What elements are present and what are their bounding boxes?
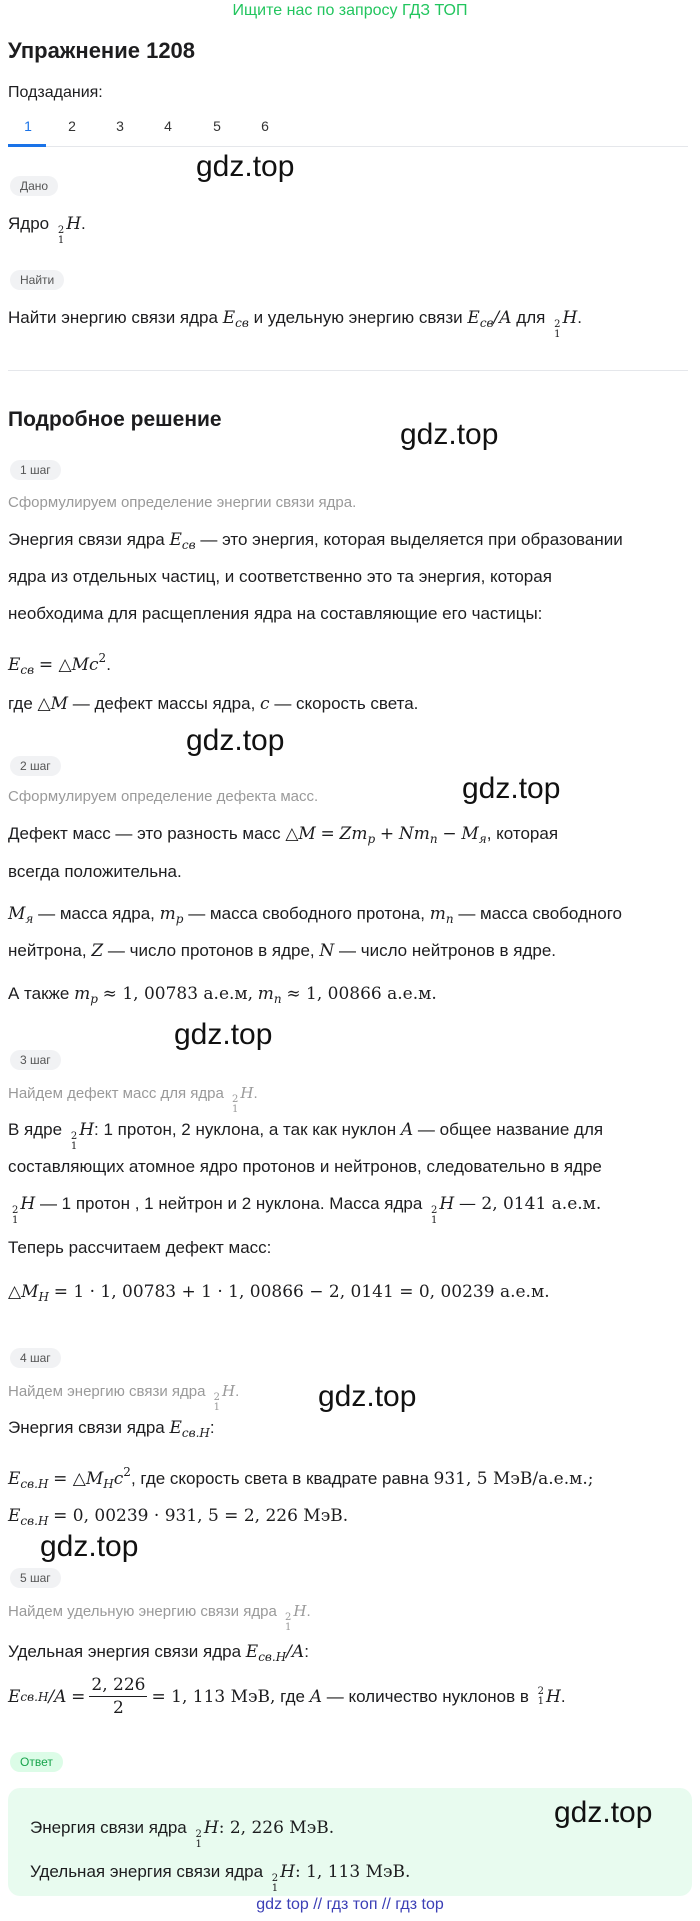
step-3-line-1: В ядре 2 1 H: 1 протон, 2 нуклона, а так как нуклон A — общее название для	[8, 1120, 604, 1152]
tab-5[interactable]: 5	[213, 118, 221, 134]
step-3-line-3: 2 1 H — 1 протон , 1 нейтрон и 2 нуклона. Масса ядра 2 1 H — 2, 0141 а.е.м.	[12, 1194, 602, 1226]
tabs-divider	[8, 146, 688, 147]
step-2-line-5: А также $m_p \approx 1$, 00783 а.е.м, $m_n \approx 1$, 00866 а.е.м.	[8, 984, 437, 1006]
step-4-badge: 4 шаг	[10, 1348, 61, 1368]
formula-mass-defect: $\triangle M_H = 1 \cdot 1$, 00783 + 1 · 1, 00866 − 2, 0141 = 0, 00239 а.е.м.	[8, 1282, 550, 1304]
step-3-line-4: Теперь рассчитаем дефект масс:	[8, 1238, 272, 1257]
tab-1[interactable]: 1	[24, 118, 32, 134]
watermark: gdz.top	[174, 1018, 273, 1051]
promo-banner[interactable]: Ищите нас по запросу ГДЗ ТОП	[232, 2, 468, 19]
step-1-line-1: Энергия связи ядра $E_{св}$ — это энергия, которая выделяется при образовании	[8, 530, 623, 552]
nuclide-index: 2 1	[57, 225, 65, 246]
step-2-line-3: $M_я$ — масса ядра, $m_p$ — масса свободного протона, $m_n$ — масса свободного	[8, 904, 623, 926]
footer-links[interactable]: gdz top // гдз топ // гдз top	[256, 1896, 444, 1913]
find-text: Найти энергию связи ядра $E_{св}$ и удельную энергию связи $E_{св}/A$ для 2 1 H.	[8, 308, 583, 340]
answer-badge: Ответ	[10, 1752, 63, 1772]
watermark: gdz.top	[40, 1530, 139, 1563]
step-4-line-3: $E_{св.H} = 0$, 00239 · 931, 5 = 2, 226 МэВ.	[8, 1506, 349, 1528]
step-2-hint: Сформулируем определение дефекта масс.	[8, 788, 319, 805]
given-badge: Дано	[10, 176, 58, 196]
step-2-badge: 2 шаг	[10, 756, 61, 776]
answer-line-2: Удельная энергия связи ядра 2 1 H: 1, 113 МэВ.	[30, 1862, 411, 1894]
page-title: Упражнение 1208	[8, 38, 196, 63]
fraction: $\frac{2, 226}{2}$	[91, 1675, 146, 1718]
step-2-line-2: всегда положительна.	[8, 862, 182, 881]
step-1-line-5: где △M — дефект массы ядра, c — скорость света.	[8, 694, 419, 714]
step-1-hint: Сформулируем определение энергии связи ядра.	[8, 494, 357, 511]
given-text: Ядро 2 1 H.	[8, 214, 86, 246]
step-2-line-1: Дефект масс — это разность масс △M = $Zm_p + Nm_n - M_я$, которая	[8, 824, 559, 846]
watermark: gdz.top	[318, 1380, 417, 1413]
step-1-line-3: необходима для расщепления ядра на составляющие его частицы:	[8, 604, 543, 623]
step-3-hint: Найдем дефект масс для ядра 2 1 H.	[8, 1084, 258, 1115]
answer-line-1: Энергия связи ядра 2 1 H: 2, 226 МэВ.	[30, 1818, 335, 1850]
step-2-line-4: нейтрона, Z — число протонов в ядре, N — число нейтронов в ядре.	[8, 941, 557, 961]
formula-binding-energy: $E_{св}$ = $\triangle Mc^2$.	[8, 651, 111, 677]
step-1-line-2: ядра из отдельных частиц, и соответственно это та энергия, которая	[8, 567, 552, 586]
watermark: gdz.top	[462, 772, 561, 805]
tab-6[interactable]: 6	[261, 118, 269, 134]
step-3-line-2: составляющих атомное ядро протонов и нейтронов, следовательно в ядре	[8, 1157, 602, 1176]
step-5-line-1: Удельная энергия связи ядра $E_{св.H}/A$:	[8, 1642, 309, 1664]
find-badge: Найти	[10, 270, 64, 290]
active-tab-indicator	[8, 144, 46, 147]
watermark: gdz.top	[196, 150, 295, 183]
tab-3[interactable]: 3	[116, 118, 124, 134]
watermark: gdz.top	[554, 1796, 653, 1829]
step-3-badge: 3 шаг	[10, 1050, 61, 1070]
subtasks-label: Подзадания:	[8, 84, 103, 101]
step-4-line-1: Энергия связи ядра $E_{св.H}$:	[8, 1418, 215, 1440]
step-4-line-2: $E_{св.H}$ = $\triangle M_Hc^2$, где скорость света в квадрате равна 931, 5 МэВ/а.е.м.;	[8, 1465, 594, 1491]
section-divider	[8, 370, 688, 371]
step-5-hint: Найдем удельную энергию связи ядра 2 1 H.	[8, 1602, 311, 1633]
nuclide-symbol: H	[66, 214, 82, 234]
solution-title: Подробное решение	[8, 408, 222, 431]
step-4-hint: Найдем энергию связи ядра 2 1 H.	[8, 1382, 240, 1413]
tab-2[interactable]: 2	[68, 118, 76, 134]
given-label: Ядро	[8, 214, 50, 233]
watermark: gdz.top	[186, 724, 285, 757]
step-5-badge: 5 шаг	[10, 1568, 61, 1588]
watermark: gdz.top	[400, 418, 499, 451]
formula-specific-energy: E св.H /A = $\frac{2, 226}{2}$ = 1, 113 МэВ, где A — количество нуклонов в 2 1 H .	[8, 1675, 566, 1718]
tab-4[interactable]: 4	[164, 118, 172, 134]
step-1-badge: 1 шаг	[10, 460, 61, 480]
